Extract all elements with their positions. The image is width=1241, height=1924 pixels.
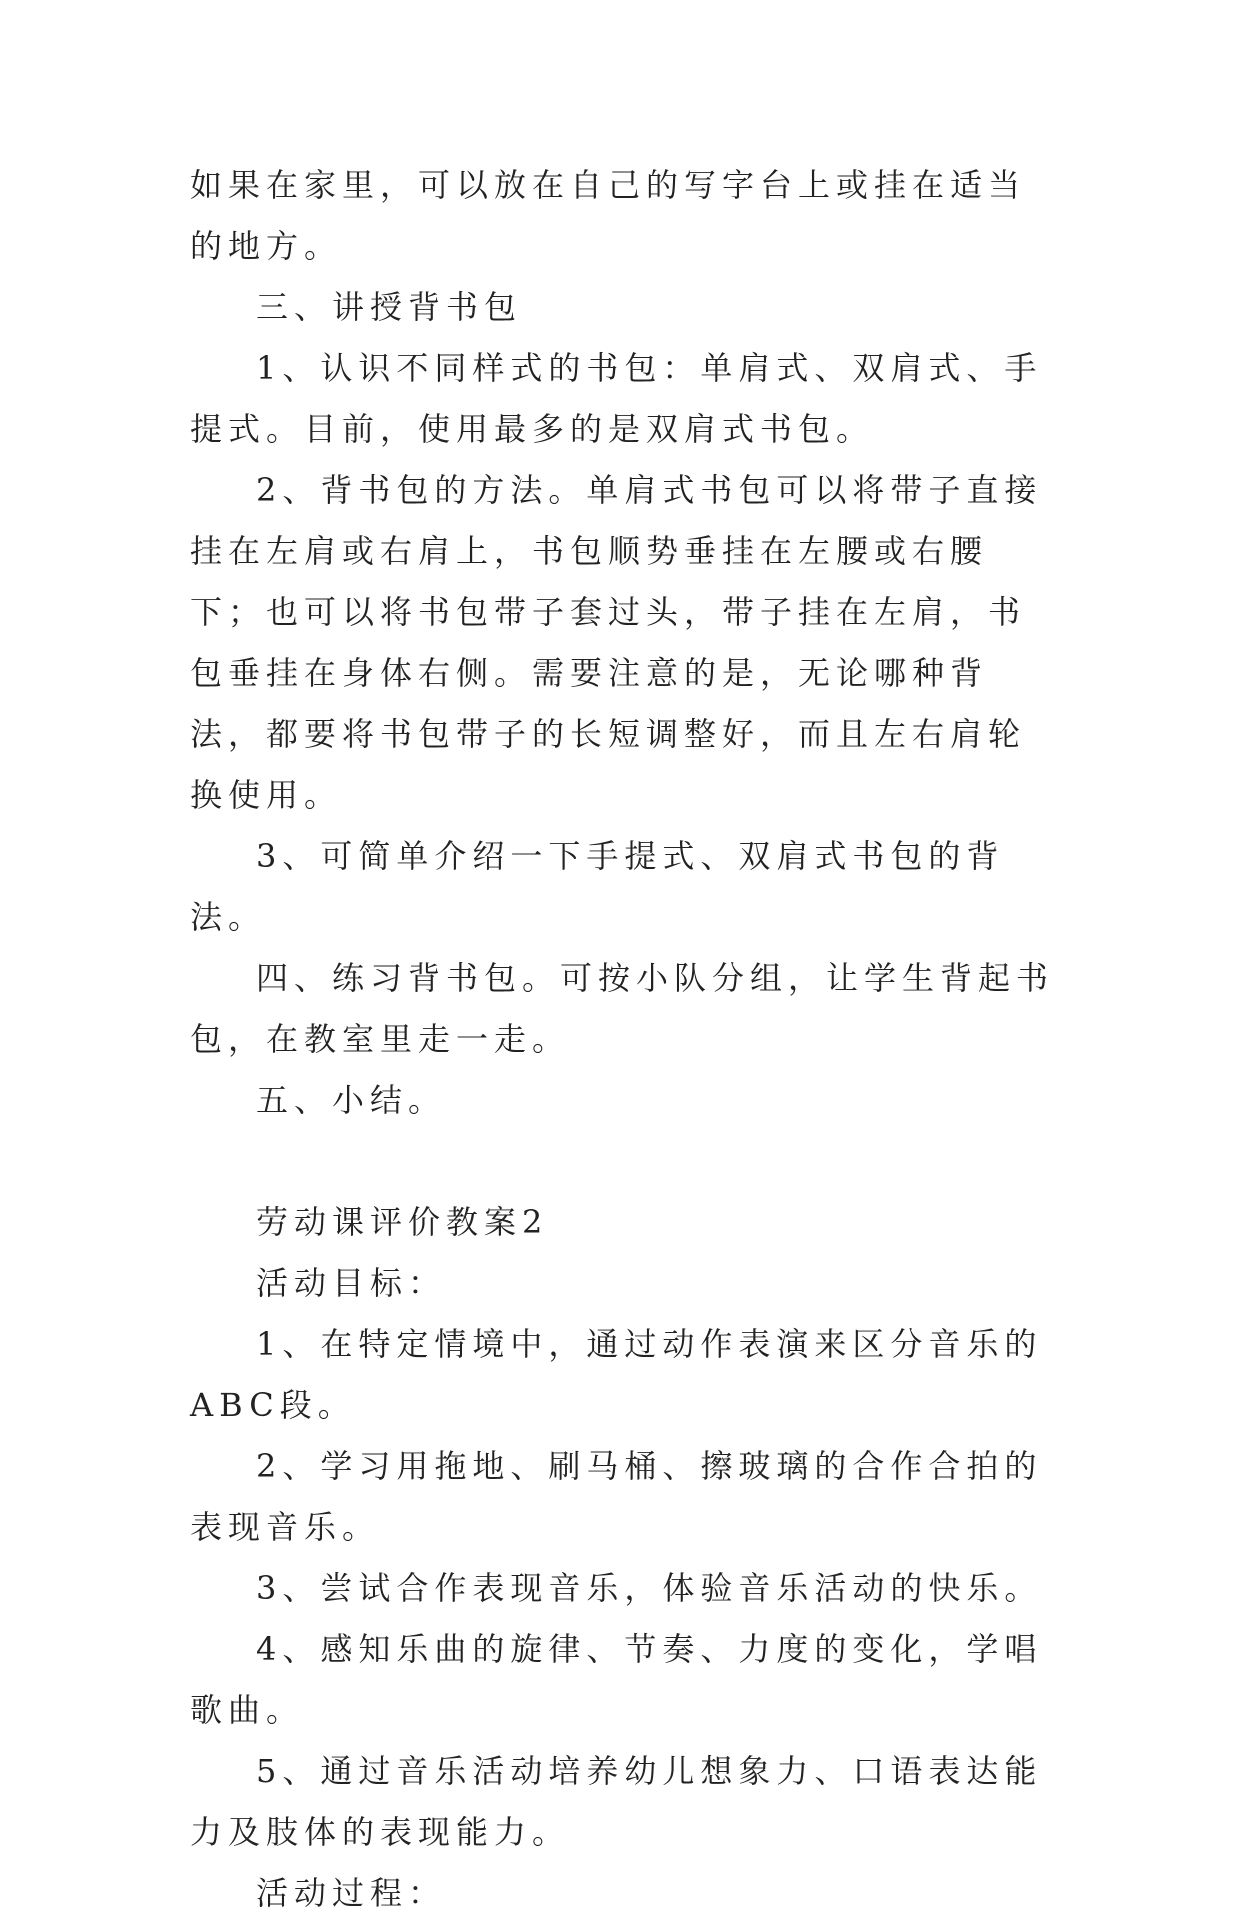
goal-item-4: 4、感知乐曲的旋律、节奏、力度的变化，学唱歌曲。 — [190, 1630, 1043, 1729]
goal-item-3: 3、尝试合作表现音乐，体验音乐活动的快乐。 — [256, 1569, 1043, 1607]
paragraph-item-1: 1、认识不同样式的书包：单肩式、双肩式、手提式。目前，使用最多的是双肩式书包。 — [190, 349, 1043, 448]
paragraph-item-2: 2、背书包的方法。单肩式书包可以将带子直接挂在左肩或右肩上，书包顺势垂挂在左腰或右腰下；也可以将书包带子套过头，带子挂在左肩，书包垂挂在身体右侧。需要注意的是，无论哪种背法，都要将书包带子的长短调整好，而且左右肩轮换使用。 — [190, 471, 1043, 814]
section-heading-4: 四、练习背书包。可按小队分组，让学生背起书包，在教室里走一走。 — [190, 959, 1055, 1058]
goal-item-1: 1、在特定情境中，通过动作表演来区分音乐的ABC段。 — [190, 1325, 1043, 1424]
paragraph-item-3: 3、可简单介绍一下手提式、双肩式书包的背法。 — [190, 837, 1005, 936]
section-heading-5: 五、小结。 — [256, 1081, 447, 1119]
section-heading-3: 三、讲授背书包 — [256, 288, 523, 326]
activity-process-heading: 活动过程： — [256, 1874, 447, 1912]
blank-line — [190, 1131, 1060, 1192]
activity-goals-heading: 活动目标： — [256, 1264, 447, 1302]
goal-item-2: 2、学习用拖地、刷马桶、擦玻璃的合作合拍的表现音乐。 — [190, 1447, 1043, 1546]
paragraph-continuation: 如果在家里，可以放在自己的写字台上或挂在适当的地方。 — [190, 166, 1027, 265]
document-body — [190, 155, 1060, 1924]
goal-item-5: 5、通过音乐活动培养幼儿想象力、口语表达能力及肢体的表现能力。 — [190, 1752, 1043, 1851]
document-title-2: 劳动课评价教案2 — [256, 1203, 549, 1241]
